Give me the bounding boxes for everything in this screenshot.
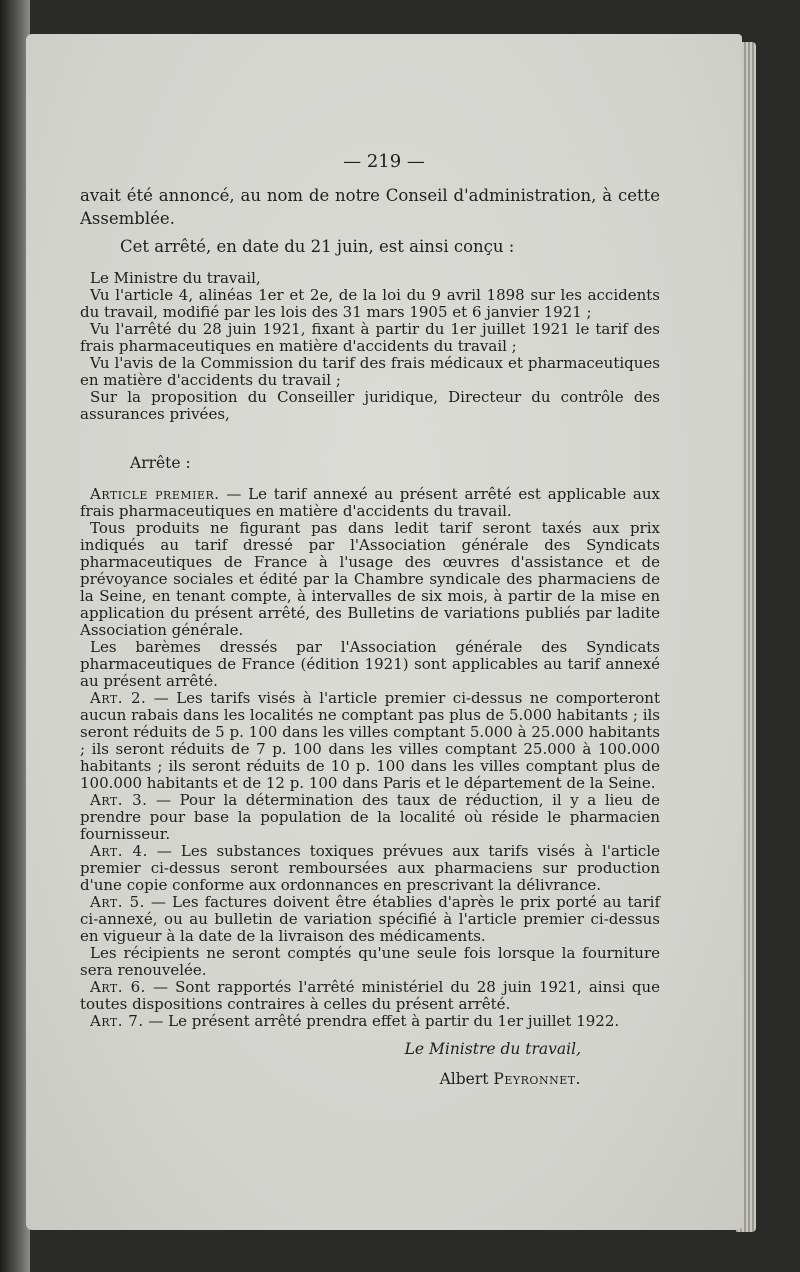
article-label: Art. 4. (90, 842, 148, 860)
article-text: — Le présent arrêté prendra effet à partir du 1er juillet 1922. (143, 1012, 620, 1030)
article-paragraph (80, 792, 660, 843)
article-paragraph (80, 979, 660, 1013)
page-number: — 219 — (343, 151, 425, 172)
signature-first-name: Albert (439, 1070, 489, 1088)
article-paragraph (80, 1013, 660, 1030)
preamble-line: Vu l'article 4, alinéas 1er et 2e, de la loi du 9 avril 1898 sur les accidents du travail, modifié par les lois des 31 mars 1905 et 6 janvier 1921 ; (80, 286, 660, 321)
article-label: Art. 7. (90, 1012, 144, 1030)
intro-paragraph-1: avait été annoncé, au nom de notre Conseil d'administration, à cette Assemblée. (80, 186, 660, 228)
articles-section (80, 486, 660, 1030)
article-text: — Les substances toxiques prévues aux tarifs visés à l'article premier ci-dessus seront remboursées aux pharmaciens sur production d'une copie conforme aux ordonnances en prescrivant la délivrance. (80, 842, 660, 894)
article-paragraph (80, 486, 660, 520)
article-label: Art. 5. (90, 893, 145, 911)
article-text: Les barèmes dressés par l'Association générale des Syndicats pharmaceutiques de France (édition 1921) sont applicables au tarif annexé au présent arrêté. (80, 638, 660, 690)
article-paragraph (80, 843, 660, 894)
document-page (26, 34, 742, 1230)
article-paragraph (80, 520, 660, 639)
article-text: Les récipients ne seront comptés qu'une seule fois lorsque la fourniture sera renouvelée. (80, 944, 660, 979)
preamble-line: Sur la proposition du Conseiller juridique, Directeur du contrôle des assurances privées, (80, 388, 660, 423)
signature-name (26, 1070, 581, 1088)
article-paragraph (80, 945, 660, 979)
article-label: Art. 2. (90, 689, 147, 707)
arrete-title: Arrête : (130, 454, 191, 472)
article-text: — Le tarif annexé au présent arrêté est applicable aux frais pharmaceutiques en matière d'accidents du travail. (80, 485, 660, 520)
article-label: Article premier. (90, 485, 220, 503)
article-label: Art. 3. (90, 791, 148, 809)
preamble-line: Le Ministre du travail, (90, 269, 261, 287)
article-paragraph (80, 639, 660, 690)
preamble-line: Vu l'avis de la Commission du tarif des frais médicaux et pharmaceutiques en matière d'accidents du travail ; (80, 354, 660, 389)
intro-paragraph-2: Cet arrêté, en date du 21 juin, est ainsi conçu : (120, 237, 515, 256)
article-text: — Les tarifs visés à l'article premier ci-dessus ne comporteront aucun rabais dans les localités ne comptant pas plus de 5.000 habitants ; ils seront réduits de 5 p. 100 dans les villes comptant 5.000 à 25.000 habitants ; ils seront réduits de 7 p. 100 dans les villes comptant 25.000 à 100.000 habitants ; ils seront réduits de 10 p. 100 dans les villes comptant plus de 100.000 habitants et de 12 p. 100 dans Paris et le département de la Seine. (80, 689, 660, 792)
article-text: Tous produits ne figurant pas dans ledit tarif seront taxés aux prix indiqués au tarif dressé par l'Association générale des Syndicats pharmaceutiques de France à l'usage des œuvres d'assistance et de prévoyance sociales et édité par la Chambre syndicale des pharmaciens de la Seine, en tenant compte, à intervalles de six mois, à partir de la mise en application du présent arrêté, des Bulletins de variations publiés par ladite Association générale. (80, 519, 660, 639)
article-text: — Pour la détermination des taux de réduction, il y a lieu de prendre pour base la population de la localité où réside le pharmacien fournisseur. (80, 791, 661, 843)
signature-surname: Peyronnet. (493, 1070, 581, 1088)
article-paragraph (80, 690, 660, 792)
arrete-preamble (80, 270, 660, 423)
article-paragraph (80, 894, 660, 945)
intro-text (80, 184, 660, 258)
preamble-line: Vu l'arrêté du 28 juin 1921, fixant à partir du 1er juillet 1921 le tarif des frais pharmaceutiques en matière d'accidents du travail ; (80, 320, 660, 355)
article-text: — Sont rapportés l'arrêté ministériel du 28 juin 1921, ainsi que toutes dispositions contraires à celles du présent arrêté. (80, 978, 661, 1013)
article-label: Art. 6. (90, 978, 146, 996)
article-text: — Les factures doivent être établies d'après le prix porté au tarif ci-annexé, ou au bulletin de variation spécifié à l'article premier ci-dessus en vigueur à la date de la livraison des médicaments. (80, 893, 660, 945)
signature-role: Le Ministre du travail, (404, 1040, 581, 1058)
